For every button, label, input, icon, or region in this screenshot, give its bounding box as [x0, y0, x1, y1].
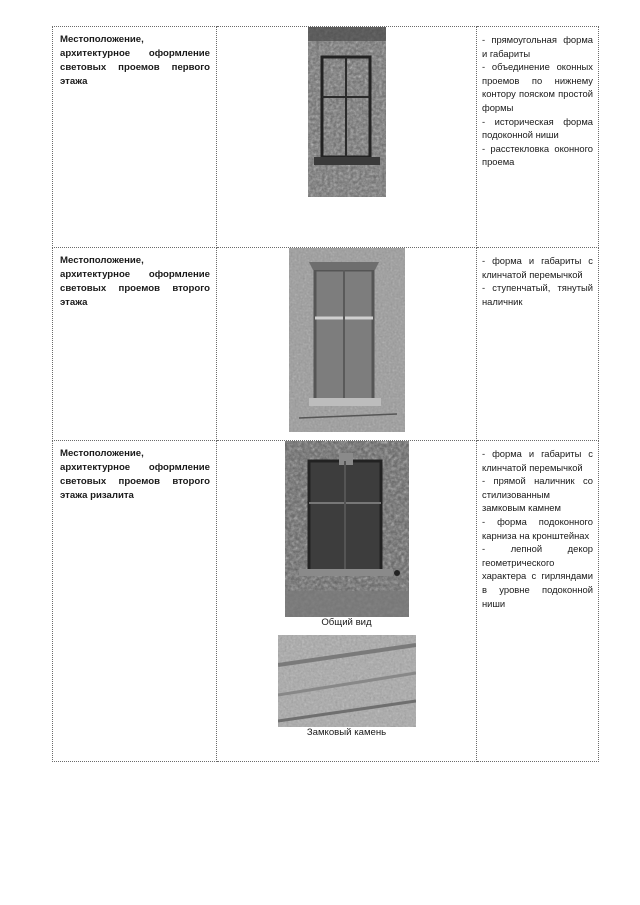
feature-label: Местоположение, архитектурное оформление световых проемов второго этажа ризалита: [60, 448, 210, 501]
feature-item: - историческая форма подоконной ниши: [482, 115, 593, 141]
risalit-window-photo: [285, 441, 409, 617]
feature-label-cell: [53, 248, 217, 441]
feature-description-cell: [477, 248, 599, 441]
feature-item: - форма и габариты с клинчатой перемычкой: [482, 448, 593, 473]
feature-label-cell: [53, 441, 217, 762]
table-row: [53, 441, 599, 762]
photo-cell: [217, 248, 477, 441]
feature-description-cell: [477, 441, 599, 762]
keystone-photo-image: [278, 635, 416, 727]
feature-label-cell: [53, 27, 217, 248]
photo-cell: [217, 441, 477, 762]
photo-caption-general-view: Общий вид: [321, 617, 372, 628]
feature-description-cell: [477, 27, 599, 248]
second-floor-window-photo-image: [289, 248, 405, 432]
table-row: [53, 27, 599, 248]
feature-item: - прямой наличник со стилизованным замковым камнем: [482, 475, 593, 514]
feature-item: - форма подоконного карниза на кронштейнах: [482, 515, 593, 541]
keystone-photo: [278, 635, 416, 727]
monument-features-table: [52, 26, 599, 762]
feature-item: - расстекловка оконного проема: [482, 142, 593, 168]
feature-item: - прямоугольная форма и габариты: [482, 34, 593, 59]
feature-label: Местоположение, архитектурное оформление световых проемов первого этажа: [60, 34, 210, 87]
first-floor-window-photo-image: [308, 27, 386, 197]
second-floor-window-photo: [289, 248, 405, 432]
feature-item: - объединение оконных проемов по нижнему контору пояском простой формы: [482, 61, 593, 113]
feature-item: - ступенчатый, тянутый наличник: [482, 282, 593, 307]
feature-label: Местоположение, архитектурное оформление световых проемов второго этажа: [60, 255, 210, 308]
risalit-window-photo-image: [285, 441, 409, 617]
photo-cell: [217, 27, 477, 248]
first-floor-window-photo: [308, 27, 386, 197]
feature-item: - форма и габариты с клинчатой перемычкой: [482, 255, 593, 280]
table-row: [53, 248, 599, 441]
feature-item: - лепной декор геометрического характера с гирляндами в уровне подоконной ниши: [482, 543, 593, 609]
photo-caption-keystone: Замковый камень: [306, 727, 387, 738]
